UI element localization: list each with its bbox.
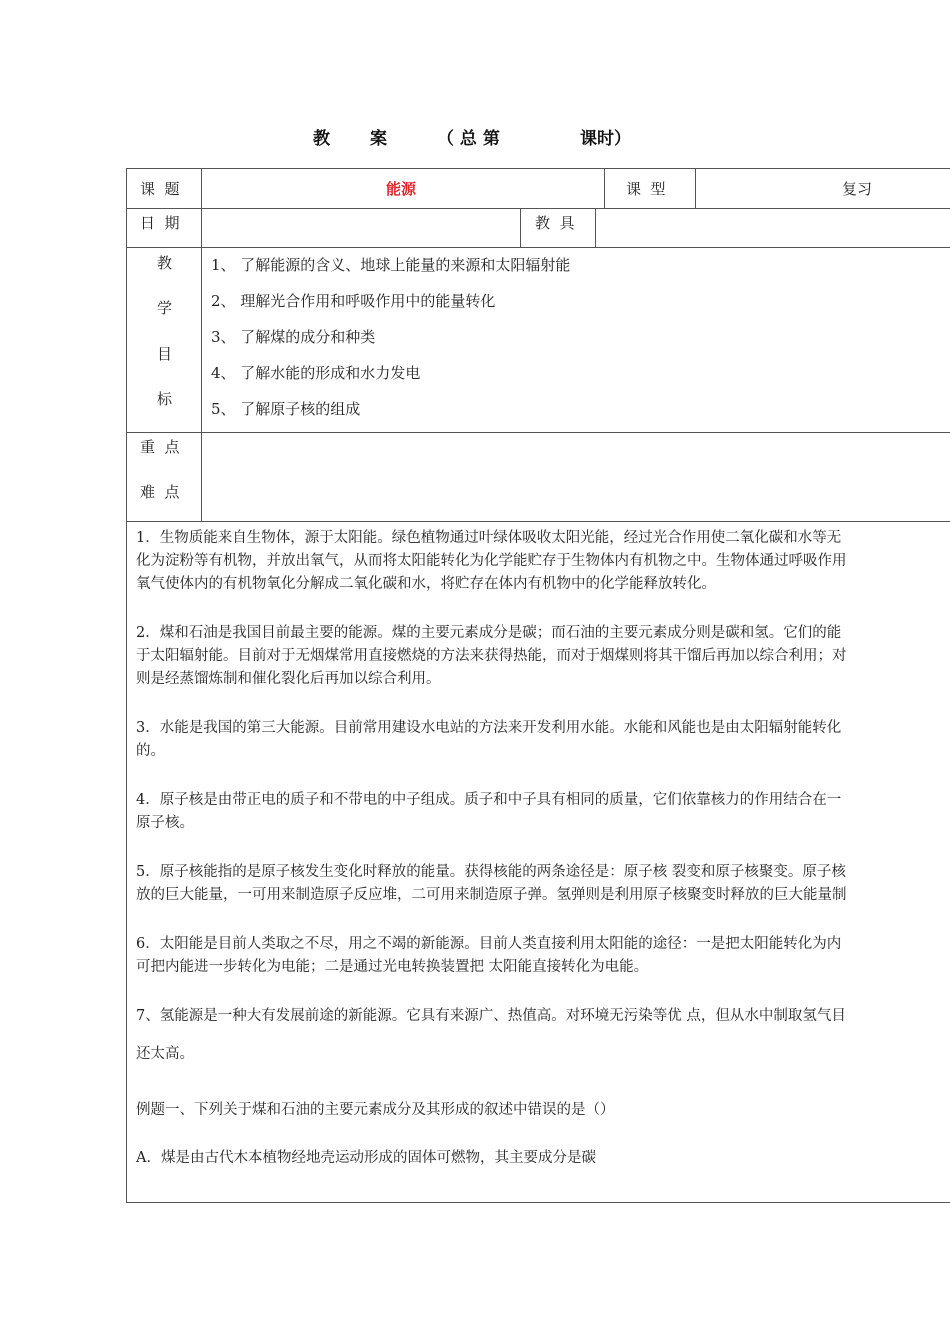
table-divider-topic (604, 168, 605, 209)
paragraph-6 (136, 933, 950, 979)
type-label: 课 型 (626, 180, 666, 198)
paragraph-1-line-3: 氧气使体内的有机物氧化分解成二氧化碳和水，将贮存在体内有机物中的化学能释放转化。 (136, 576, 716, 592)
paragraph-3 (136, 717, 950, 763)
paragraph-3-line-1: 3．水能是我国的第三大能源。目前常用建设水电站的方法来开发利用水能。水能和风能也是由太阳辐射能转化 (136, 720, 842, 736)
paragraph-6-line-1: 6．太阳能是目前人类取之不尽，用之不竭的新能源。目前人类直接利用太阳能的途径：一是把太阳能转化为内 (136, 936, 842, 952)
paragraph-4-line-1: 4．原子核是由带正电的质子和不带电的中子组成。质子和中子具有相同的质量，它们依靠核力的作用结合在一 (136, 792, 842, 808)
lesson-plan-title (0, 124, 950, 152)
table-divider-date (520, 208, 521, 248)
paragraph-5 (136, 861, 950, 907)
goals-label-char-2: 学 (157, 299, 173, 317)
paragraph-7-line-2: 还太高。 (136, 1046, 194, 1062)
table-line-key (126, 521, 950, 522)
table-border-bottom (126, 1202, 950, 1203)
paragraph-6-line-2: 可把内能进一步转化为电能；二是通过光电转换装置把 太阳能直接转化为电能。 (136, 959, 649, 975)
table-line-goals (126, 432, 950, 433)
goal-item-3: 3、 了解煤的成分和种类 (211, 328, 376, 346)
paragraph-2-line-1: 2．煤和石油是我国目前最主要的能源。煤的主要元素成分是碳；而石油的主要元素成分则是碳和氢。它们的能 (136, 625, 842, 641)
date-label: 日 期 (140, 214, 180, 232)
paragraph-7-line-1: 7、氢能源是一种大有发展前途的新能源。它具有来源广、热值高。对环境无污染等优 点，但从水中制取氢气目 (136, 1008, 846, 1024)
key-point-label: 重 点 (140, 438, 180, 456)
table-line-row1 (126, 208, 950, 209)
table-divider-tools (595, 208, 596, 248)
paragraph-4 (136, 789, 950, 835)
goals-label-char-3: 目 (157, 345, 173, 363)
title-keshi: 课时） (580, 129, 631, 149)
paragraph-5-line-2: 放的巨大能量，一可用来制造原子反应堆，二可用来制造原子弹。氢弹则是利用原子核聚变时释放的巨大能量制 (136, 887, 847, 903)
paragraph-2-line-2: 于太阳辐射能。目前对于无烟煤常用直接燃烧的方法来获得热能，而对于烟煤则将其干馏后再加以综合利用；对 (136, 648, 847, 664)
paragraph-2 (136, 622, 950, 691)
goals-label-char-4: 标 (157, 390, 173, 408)
goal-item-5: 5、 了解原子核的组成 (211, 400, 361, 418)
example-question: 例题一、下列关于煤和石油的主要元素成分及其形成的叙述中错误的是（） (136, 1102, 615, 1118)
table-border-top (126, 168, 950, 169)
lesson-content (136, 527, 950, 1185)
paragraph-2-line-3: 则是经蒸馏炼制和催化裂化后再加以综合利用。 (136, 671, 441, 687)
topic-value: 能源 (386, 180, 417, 198)
topic-label: 课 题 (140, 180, 180, 198)
goal-item-2: 2、 理解光合作用和呼吸作用中的能量转化 (211, 292, 496, 310)
table-line-row2 (126, 247, 950, 248)
paragraph-3-line-2: 的。 (136, 743, 165, 759)
type-value: 复习 (842, 180, 873, 198)
goal-item-4: 4、 了解水能的形成和水力发电 (211, 364, 421, 382)
paragraph-1-line-2: 化为淀粉等有机物，并放出氧气，从而将太阳能转化为化学能贮存于生物体内有机物之中。生物体通过呼吸作用 (136, 553, 847, 569)
title-jiao: 教 (313, 129, 330, 149)
table-border-left (126, 168, 127, 1203)
difficulty-label: 难 点 (140, 483, 180, 501)
goals-label-char-1: 教 (157, 254, 173, 272)
paragraph-4-line-2: 原子核。 (136, 815, 194, 831)
table-divider-type (695, 168, 696, 209)
example-option-a: A．煤是由古代木本植物经地壳运动形成的固体可燃物，其主要成分是碳 (136, 1150, 596, 1166)
paragraph-1-line-1: 1．生物质能来自生物体，源于太阳能。绿色植物通过叶绿体吸收太阳光能，经过光合作用使二氧化碳和水等无 (136, 530, 842, 546)
tools-label: 教 具 (535, 214, 575, 232)
title-an: 案 (370, 129, 387, 149)
title-zongdi: （ 总 第 (437, 129, 500, 149)
paragraph-5-line-1: 5．原子核能指的是原子核发生变化时释放的能量。获得核能的两条途径是：原子核 裂变和原子核聚变。原子核 (136, 864, 846, 880)
paragraph-1 (136, 527, 950, 596)
table-label-divider (201, 168, 202, 522)
goal-item-1: 1、 了解能源的含义、地球上能量的来源和太阳辐射能 (211, 256, 571, 274)
